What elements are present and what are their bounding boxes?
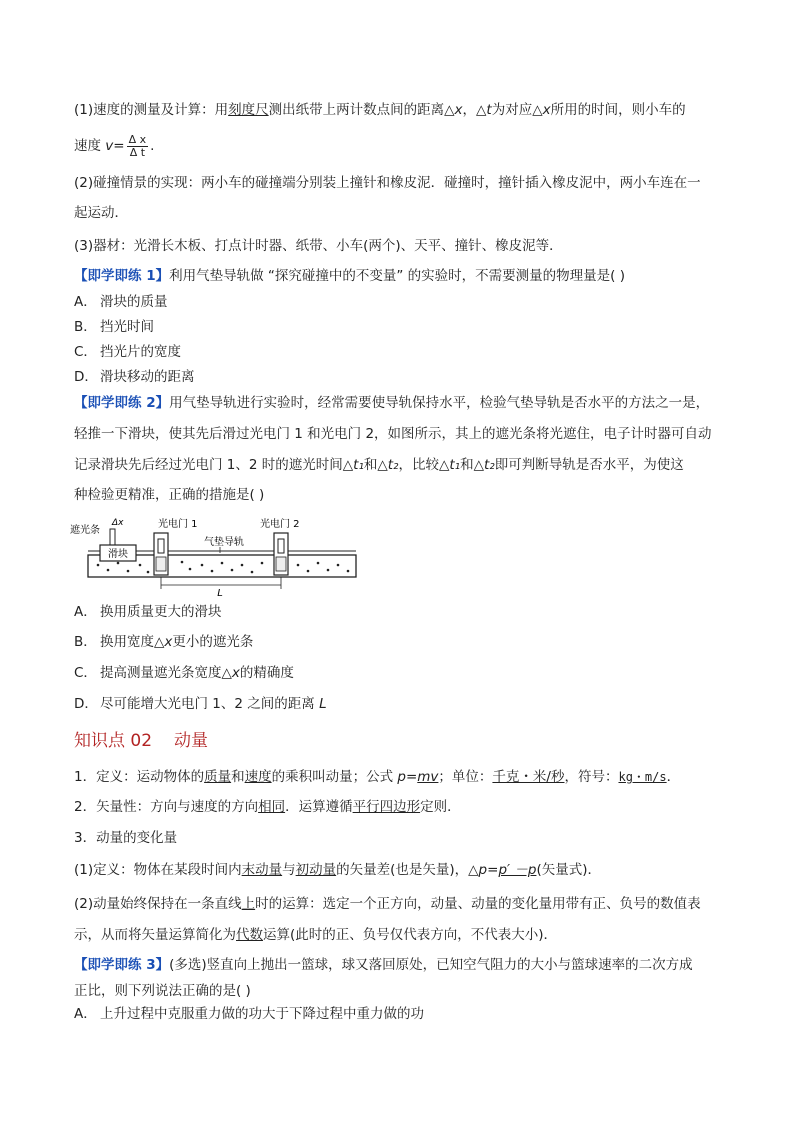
practice-1-option-b: B． 挡光时间 [74,319,154,335]
practice-3-line1: 【即学即练 3】(多选)竖直向上抛出一篮球，球又落回原处，已知空气阻力的大小与篮球速率的二次方成 [74,957,693,973]
practice-2-option-c: C． 提高测量遮光条宽度△x的精确度 [74,665,294,681]
momentum-definition: 1．定义：运动物体的质量和速度的乘积叫动量；公式 p=mv；单位：千克・米/秒，符号：kg・m/s． [74,769,681,785]
practice-2-tag: 【即学即练 2】 [74,395,170,411]
fraction-delta-x-over-delta-t: $\frac{\text{Δ x}}{\text{Δ t}}$ [128,132,147,159]
practice-2-option-a: A． 换用质量更大的滑块 [74,604,222,620]
air-track-label: 气垫导轨 [204,537,244,548]
momentum-change-heading: 3．动量的变化量 [74,830,178,846]
practice-1-tag: 【即学即练 1】 [74,268,170,284]
paragraph-speed-measurement: (1)速度的测量及计算：用刻度尺测出纸带上两计数点间的距离△x，△t为对应△x所用的时间，则小车的 [74,102,686,118]
practice-1-option-a: A． 滑块的质量 [74,294,168,310]
momentum-vector-property: 2．矢量性：方向与速度的方向相同．运算遵循平行四边形定则． [74,799,461,815]
shading-strip-label: 遮光条 [70,525,100,536]
paragraph-collision-line1: (2)碰撞情景的实现：两小车的碰撞端分别装上撞针和橡皮泥．碰撞时，撞针插入橡皮泥中，两小车连在一 [74,175,701,191]
practice-2-line4: 种检验更精准，正确的措施是( ) [74,487,265,503]
practice-1-stem: 【即学即练 1】利用气垫导轨做 “探究碰撞中的不变量” 的实验时，不需要测量的物理量是( ) [74,268,625,284]
practice-1-option-c: C． 挡光片的宽度 [74,344,181,360]
practice-2-line3: 记录滑块先后经过光电门 1、2 时的遮光时间△t₁和△t₂，比较△t₁和△t₂即可判断导轨是否水平，为使这 [74,457,684,473]
air-track-dots [97,561,350,574]
practice-2-option-b: B． 换用宽度△x更小的遮光条 [74,634,254,650]
practice-3-line2: 正比，则下列说法正确的是( ) [74,983,251,999]
practice-2-option-d: D． 尽可能增大光电门 1、2 之间的距离 L [74,696,327,712]
air-track-figure [70,515,370,597]
paragraph-equipment: (3)器材：光滑长木板、打点计时器、纸带、小车(两个)、天平、撞针、橡皮泥等． [74,238,563,254]
practice-2-line2: 轻推一下滑块，使其先后滑过光电门 1 和光电门 2，如图所示，其上的遮光条将光遮住，电子计时器可自动 [74,426,712,442]
practice-2-line1: 【即学即练 2】用气垫导轨进行实验时，经常需要使导轨保持水平，检验气垫导轨是否水平的方法之一是， [74,395,710,411]
momentum-change-line-rule-1: (2)动量始终保持在一条直线上时的运算：选定一个正方向，动量、动量的变化量用带有正、负号的数值表 [74,896,701,912]
paragraph-collision-line2: 起运动． [74,205,128,221]
dx-label: Δx [112,518,124,528]
paragraph-speed-formula: 速度 v= $\frac{\text{Δ x}}{\text{Δ t}}$ . [74,132,155,159]
practice-3-tag: 【即学即练 3】 [74,957,170,973]
shading-strip [110,529,115,545]
photogate-2-label: 光电门 2 [260,519,300,530]
momentum-change-line-rule-2: 示，从而将矢量运算简化为代数运算(此时的正、负号仅代表方向，不代表大小)． [74,927,558,943]
practice-1-option-d: D． 滑块移动的距离 [74,369,195,385]
length-label: L [217,588,223,597]
momentum-change-definition: (1)定义：物体在某段时间内末动量与初动量的矢量差(也是矢量)，△p=p′ －p(矢量式)． [74,862,601,878]
photogate-1-label: 光电门 1 [158,519,198,530]
section-heading-momentum: 知识点 02 动量 [74,731,209,751]
practice-3-option-a: A． 上升过程中克服重力做的功大于下降过程中重力做的功 [74,1006,424,1022]
slider-label: 滑块 [108,549,128,560]
